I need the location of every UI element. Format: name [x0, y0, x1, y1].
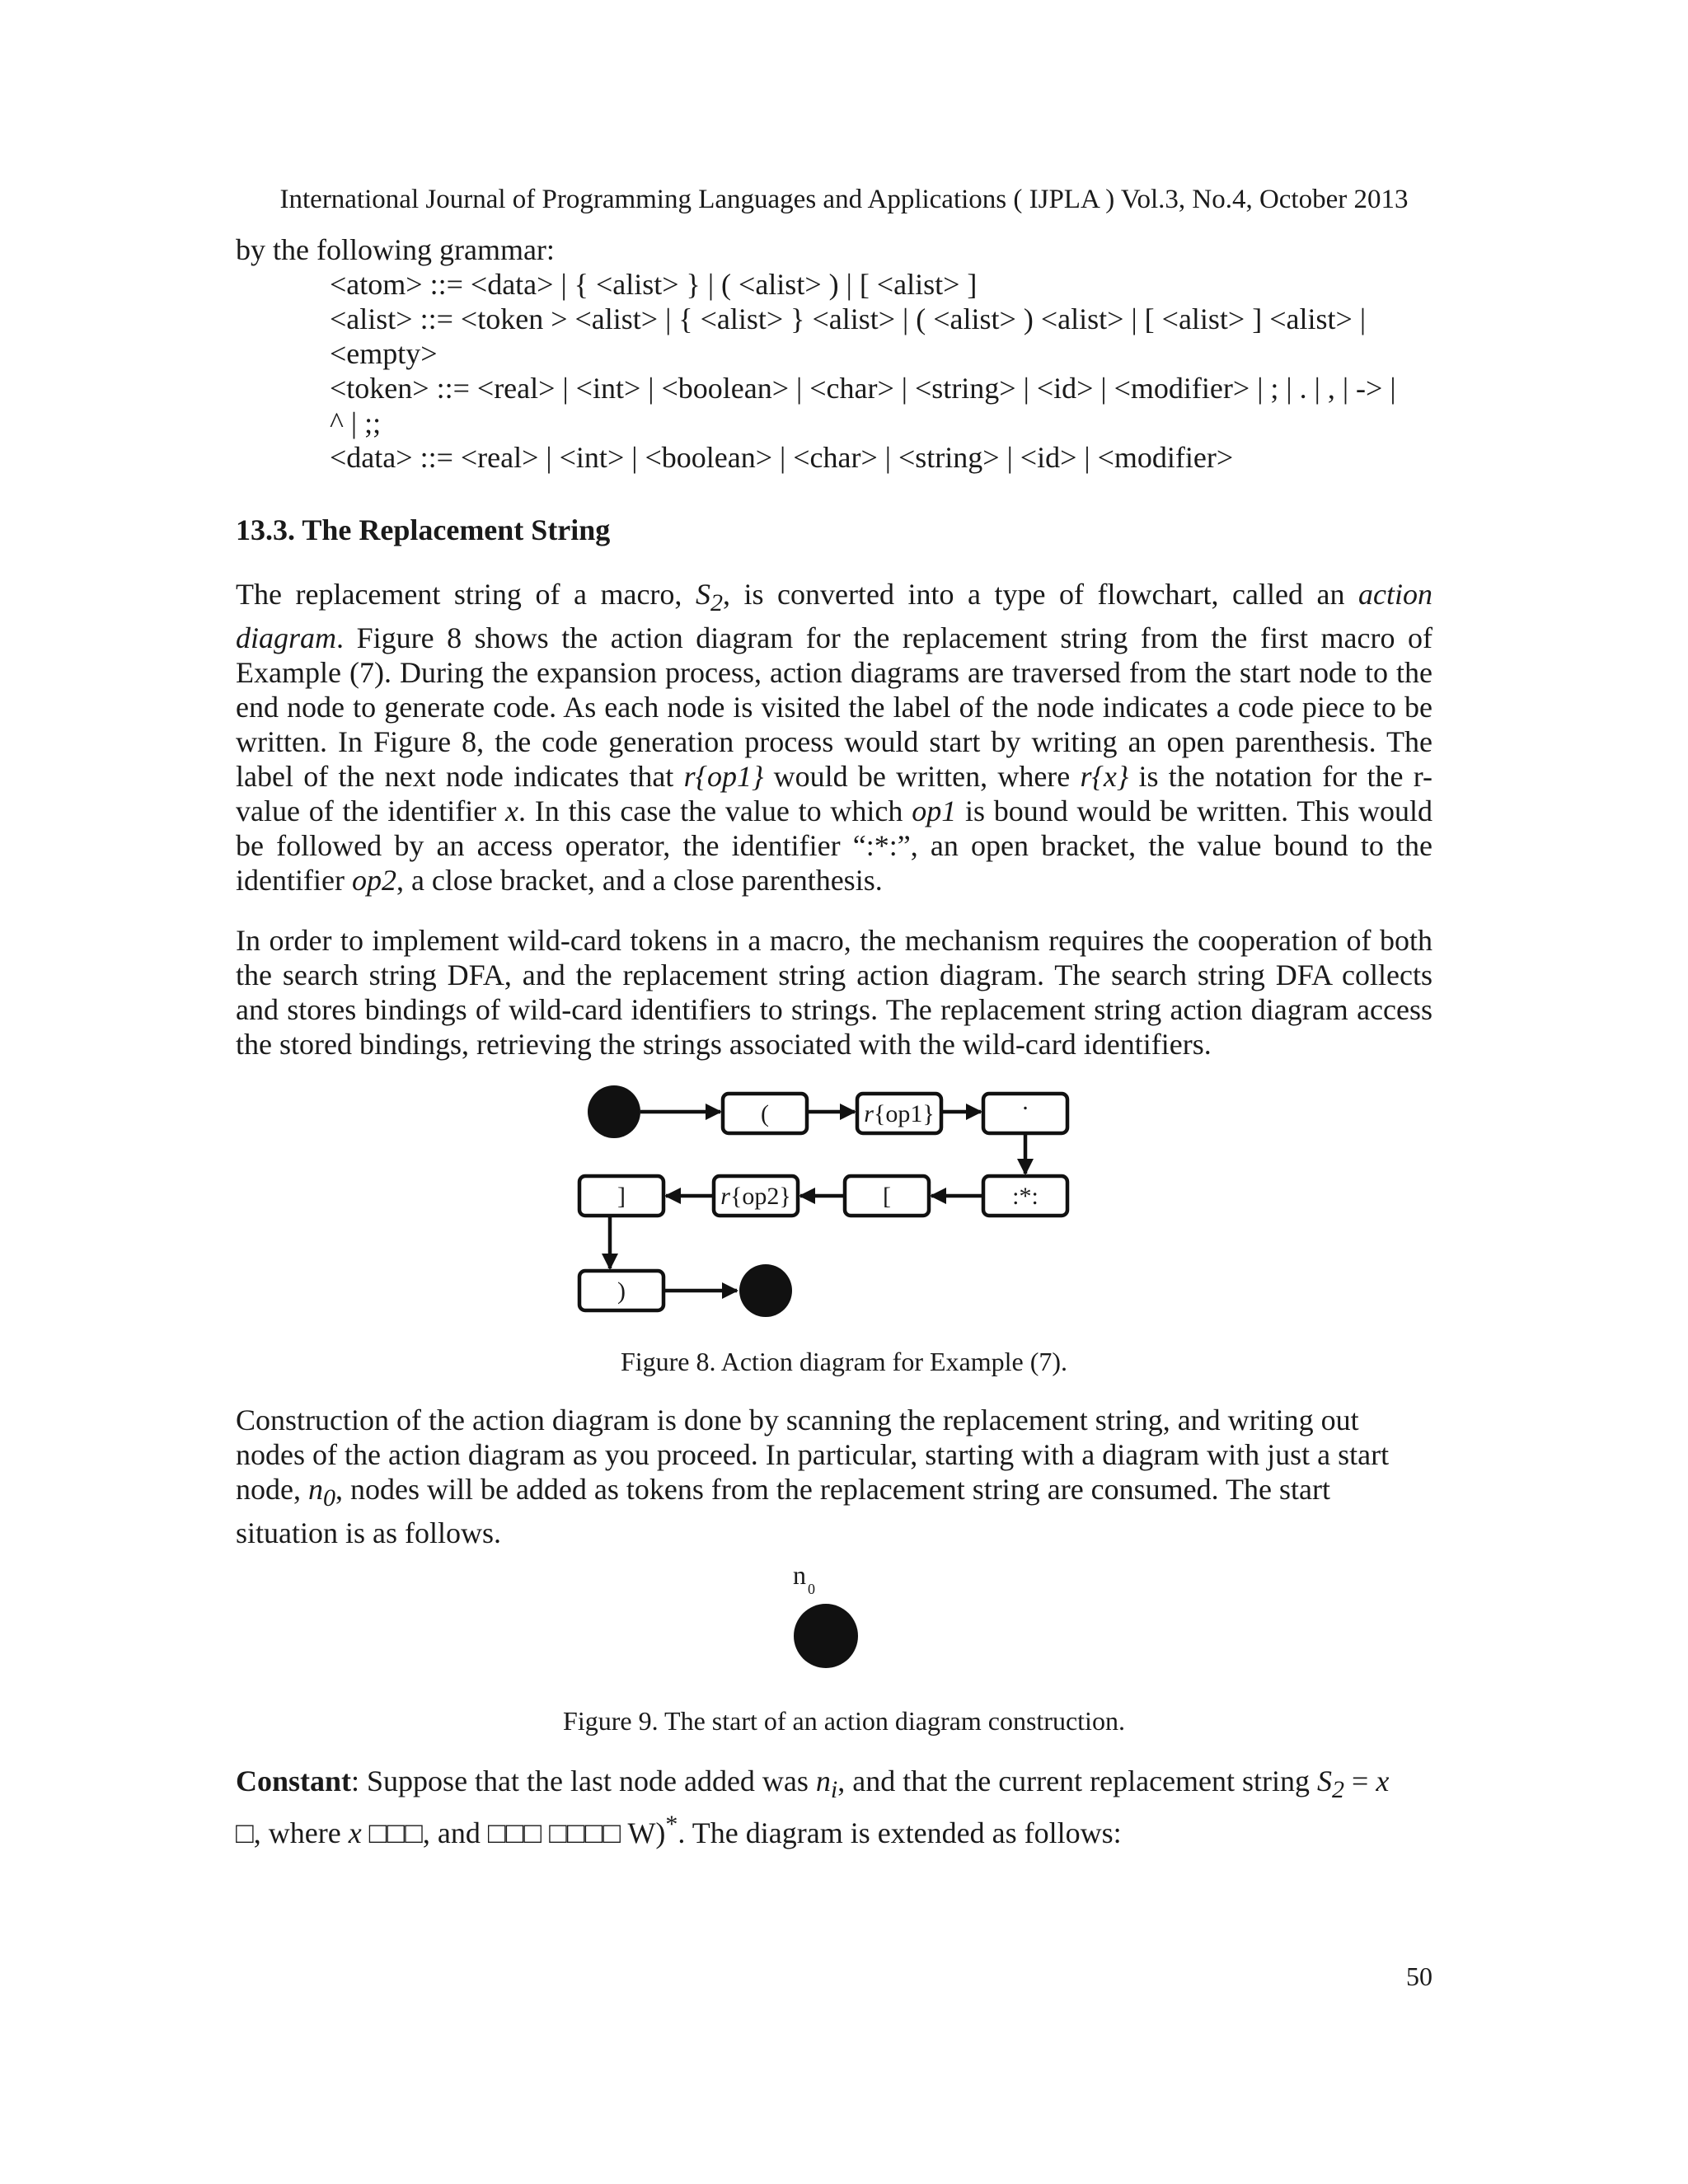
- grammar-line: <token> ::= <real> | <int> | <boolean> | <char> | <string> | <id> | <modifier> | ; | . | , | -> |: [330, 372, 1396, 405]
- node-label: .: [1022, 1088, 1029, 1115]
- grammar-line: <atom> ::= <data> | { <alist> } | ( <alist> ) | [ <alist> ]: [330, 268, 978, 301]
- figure9-start-node: [794, 1604, 858, 1668]
- section-heading: 13.3. The Replacement String: [236, 513, 611, 546]
- node-label: (: [761, 1100, 769, 1127]
- paragraph-construction: Construction of the action diagram is done by scanning the replacement string, and writing out nodes of the action diagram as you proceed. In particular, starting with a diagram with just a start node, $n_0$, nodes will be added as tokens from the replacement string are consumed. The start situation is as follows.: [236, 1404, 1390, 1550]
- node-label: :*:: [1012, 1183, 1039, 1210]
- node-label: r{op1}: [864, 1100, 935, 1127]
- paragraph-constant: Constant: Suppose that the last node added was $n_i$, and that the current replacement string $S_2 = x$ □, where x □□□, and □□□ □□□□ W)*. The diagram is extended as follows:: [236, 1765, 1390, 1850]
- start-node-label: n $_0$: [793, 1560, 815, 1597]
- node-label: [: [883, 1183, 891, 1210]
- grammar-line: <alist> ::= <token > <alist> | { <alist> } <alist> | ( <alist> ) <alist> | [ <alist> ] <alist> |: [330, 302, 1367, 335]
- figure8-caption: Figure 8. Action diagram for Example (7).: [620, 1347, 1068, 1376]
- paragraph-action-diagram: The replacement string of a macro, $S_2$, is converted into a type of flowchart, called an action diagram. Figure 8 shows the action diagram for the replacement string from the first macro of Example (7). During the expansion process, action diagrams are traversed from the start node to the end node to generate code. As each node is visited the label of the node indicates a code piece to be written. In Figure 8, the code generation process would start by writing an open parenthesis. The label of the next node indicates that r{op1} would be written, where r{x} is the notation for the r-value of the identifier x. In this case the value to which op1 is bound would be written. This would be followed by an access operator, the identifier “:*:”, an open bracket, the value bound to the identifier op2, a close bracket, and a close parenthesis.: [236, 578, 1433, 898]
- node-label: ]: [617, 1183, 626, 1210]
- node-label: ): [617, 1277, 626, 1305]
- grammar-line: <data> ::= <real> | <int> | <boolean> | <char> | <string> | <id> | <modifier>: [330, 441, 1234, 474]
- start-node: [588, 1085, 640, 1138]
- page-number: 50: [1406, 1961, 1432, 1991]
- node-label: r{op2}: [720, 1183, 791, 1210]
- grammar-line: ^ | ;;: [330, 406, 382, 439]
- grammar-line: <empty>: [330, 337, 438, 370]
- end-node: [739, 1264, 792, 1317]
- intro-line: by the following grammar:: [236, 233, 555, 266]
- running-header: International Journal of Programming Languages and Applications ( IJPLA ) Vol.3, No.4, October 2013: [279, 185, 1409, 214]
- figure9-caption: Figure 9. The start of an action diagram construction.: [563, 1706, 1125, 1736]
- paragraph-wildcard: In order to implement wild-card tokens in a macro, the mechanism requires the cooperation of both the search string DFA, and the replacement string action diagram. The search string DFA collects and stores bindings of wild-card identifiers to strings. The replacement string action diagram access the stored bindings, retrieving the strings associated with the wild-card identifiers.: [236, 924, 1432, 1061]
